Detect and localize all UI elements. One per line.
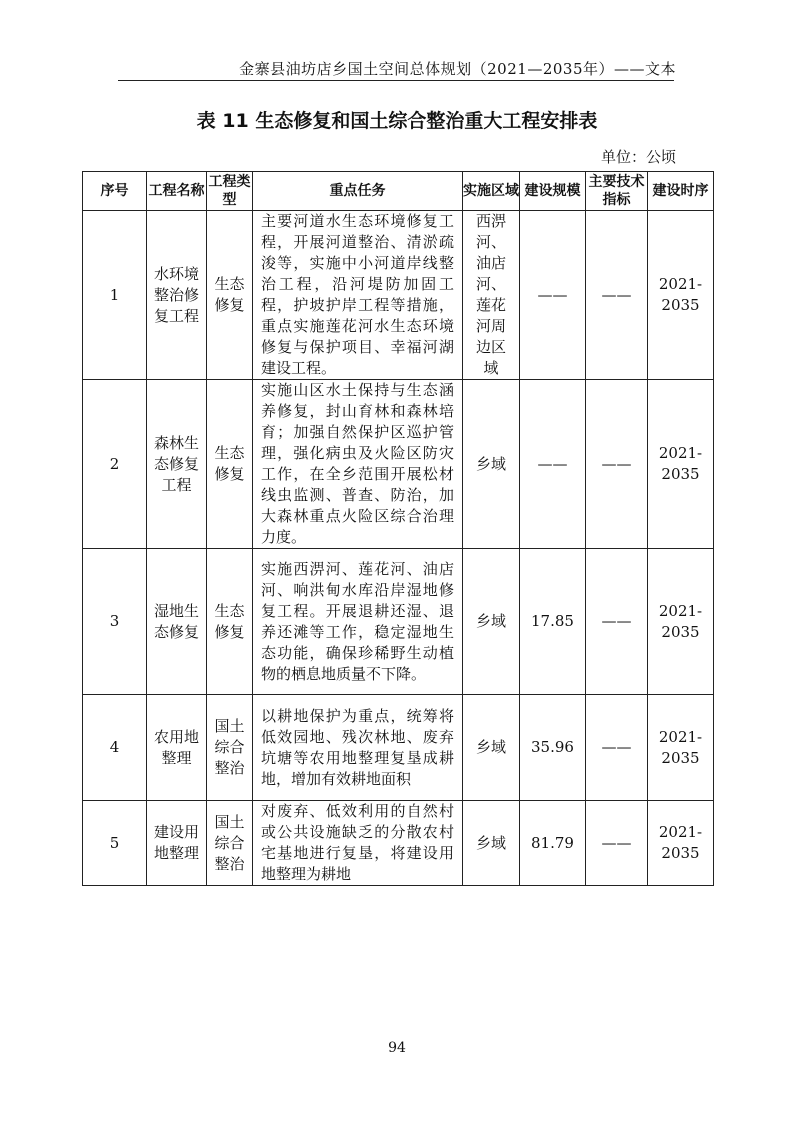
table-title: 表 11 生态修复和国土综合整治重大工程安排表	[196, 110, 598, 132]
col-header-scale: 建设规模	[520, 172, 586, 211]
col-header-no: 序号	[83, 172, 147, 211]
cell-task: 实施山区水土保持与生态涵养修复，封山育林和森林培育；加强自然保护区巡护管理，强化病虫及火险区防灾工作，在全乡范围开展松材线虫监测、普查、防治，加大森林重点火险区综合治理力度。	[253, 380, 463, 549]
table-row	[83, 549, 714, 695]
table-row	[83, 801, 714, 886]
cell-period: 2021-2035	[648, 801, 714, 886]
table-header-row	[83, 172, 714, 211]
cell-index: ——	[586, 695, 648, 801]
cell-name: 农用地整理	[147, 695, 207, 801]
cell-scale: ——	[520, 211, 586, 380]
cell-area: 乡域	[463, 695, 520, 801]
cell-type: 国土综合整治	[207, 695, 253, 801]
cell-task: 以耕地保护为重点，统筹将低效园地、残次林地、废弃坑塘等农用地整理复垦成耕地，增加有效耕地面积	[253, 695, 463, 801]
cell-no: 4	[83, 695, 147, 801]
cell-area: 乡域	[463, 380, 520, 549]
cell-type: 生态修复	[207, 211, 253, 380]
cell-area: 乡域	[463, 801, 520, 886]
cell-name: 湿地生态修复	[147, 549, 207, 695]
col-header-task: 重点任务	[253, 172, 463, 211]
cell-period: 2021-2035	[648, 549, 714, 695]
cell-no: 2	[83, 380, 147, 549]
cell-scale: 17.85	[520, 549, 586, 695]
cell-scale: 81.79	[520, 801, 586, 886]
unit-label: 单位：公顷	[600, 148, 676, 166]
cell-scale: ——	[520, 380, 586, 549]
table-row	[83, 380, 714, 549]
cell-index: ——	[586, 801, 648, 886]
cell-no: 3	[83, 549, 147, 695]
cell-task: 对废弃、低效利用的自然村或公共设施缺乏的分散农村宅基地进行复垦，将建设用地整理为耕地	[253, 801, 463, 886]
header-rule	[118, 80, 674, 81]
cell-type: 生态修复	[207, 549, 253, 695]
col-header-name: 工程名称	[147, 172, 207, 211]
table-row	[83, 211, 714, 380]
table-row	[83, 695, 714, 801]
cell-index: ——	[586, 211, 648, 380]
col-header-area: 实施区域	[463, 172, 520, 211]
cell-name: 建设用地整理	[147, 801, 207, 886]
cell-no: 5	[83, 801, 147, 886]
cell-no: 1	[83, 211, 147, 380]
cell-period: 2021-2035	[648, 695, 714, 801]
cell-area: 西淠河、油店河、莲花河周边区域	[463, 211, 520, 380]
cell-index: ——	[586, 380, 648, 549]
col-header-index: 主要技术指标	[586, 172, 648, 211]
cell-scale: 35.96	[520, 695, 586, 801]
cell-period: 2021-2035	[648, 211, 714, 380]
cell-index: ——	[586, 549, 648, 695]
cell-area: 乡域	[463, 549, 520, 695]
cell-period: 2021-2035	[648, 380, 714, 549]
cell-name: 水环境整治修复工程	[147, 211, 207, 380]
cell-task: 实施西淠河、莲花河、油店河、响洪甸水库沿岸湿地修复工程。开展退耕还湿、退养还滩等工作，稳定湿地生态功能，确保珍稀野生动植物的栖息地质量不下降。	[253, 549, 463, 695]
project-table	[82, 171, 714, 886]
col-header-period: 建设时序	[648, 172, 714, 211]
cell-task: 主要河道水生态环境修复工程，开展河道整治、清淤疏浚等，实施中小河道岸线整治工程，沿河堤防加固工程，护坡护岸工程等措施，重点实施莲花河水生态环境修复与保护项目、幸福河湖建设工程。	[253, 211, 463, 380]
col-header-type: 工程类型	[207, 172, 253, 211]
cell-type: 生态修复	[207, 380, 253, 549]
running-header: 金寨县油坊店乡国土空间总体规划（2021—2035年）——文本	[239, 60, 676, 78]
page-number: 94	[388, 1040, 406, 1056]
cell-type: 国土综合整治	[207, 801, 253, 886]
cell-name: 森林生态修复工程	[147, 380, 207, 549]
